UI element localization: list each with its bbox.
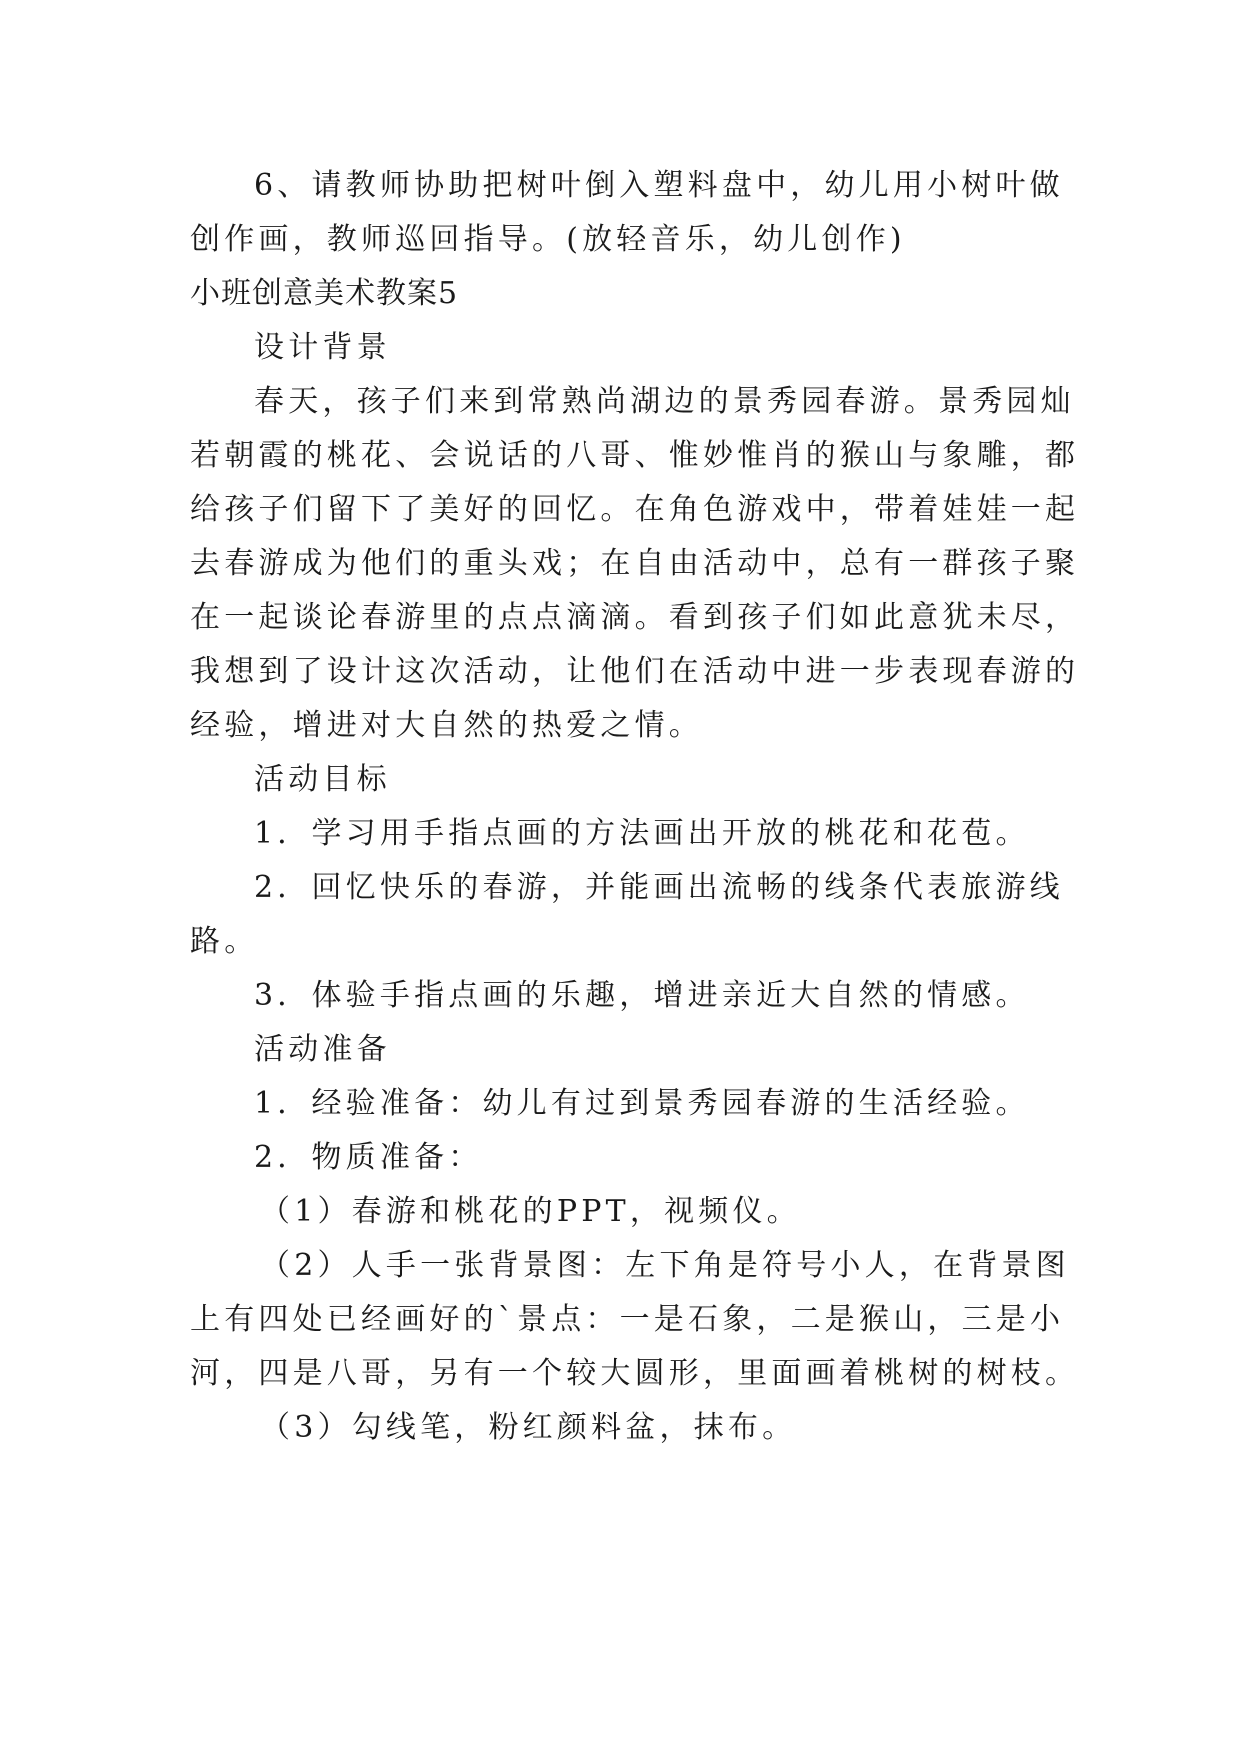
goal-item-3: 3．体验手指点画的乐趣，增进亲近大自然的情感。 bbox=[254, 978, 1030, 1013]
paragraph-background-line2: 若朝霞的桃花、会说话的八哥、惟妙惟肖的猴山与象雕，都 bbox=[190, 438, 1080, 473]
paragraph-background-line4: 去春游成为他们的重头戏；在自由活动中，总有一群孩子聚 bbox=[190, 546, 1080, 581]
section-title: 小班创意美术教案5 bbox=[190, 276, 459, 311]
prep-item-2: 2．物质准备： bbox=[254, 1140, 483, 1175]
paragraph-background-line3: 给孩子们留下了美好的回忆。在角色游戏中，带着娃娃一起 bbox=[190, 492, 1080, 527]
prep-subitem-2-line3: 河，四是八哥，另有一个较大圆形，里面画着桃树的树枝。 bbox=[190, 1356, 1080, 1391]
heading-activity-preparation: 活动准备 bbox=[254, 1032, 391, 1067]
heading-design-background: 设计背景 bbox=[254, 330, 391, 365]
paragraph-background-line5: 在一起谈论春游里的点点滴滴。看到孩子们如此意犹未尽， bbox=[190, 600, 1080, 635]
paragraph-background-line7: 经验，增进对大自然的热爱之情。 bbox=[190, 708, 703, 743]
prep-item-1: 1．经验准备：幼儿有过到景秀园春游的生活经验。 bbox=[254, 1086, 1030, 1121]
prep-subitem-1: （1）春游和桃花的PPT，视频仪。 bbox=[260, 1194, 801, 1229]
paragraph-step6-line2: 创作画，教师巡回指导。(放轻音乐，幼儿创作) bbox=[190, 222, 906, 257]
prep-subitem-2-line2: 上有四处已经画好的`景点：一是石象，二是猴山，三是小 bbox=[190, 1302, 1065, 1337]
heading-activity-goals: 活动目标 bbox=[254, 762, 391, 797]
paragraph-background-line6: 我想到了设计这次活动，让他们在活动中进一步表现春游的 bbox=[190, 654, 1080, 689]
paragraph-background-line1: 春天，孩子们来到常熟尚湖边的景秀园春游。景秀园灿 bbox=[254, 384, 1075, 419]
goal-item-2-line1: 2．回忆快乐的春游，并能画出流畅的线条代表旅游线 bbox=[254, 870, 1064, 905]
goal-item-1: 1．学习用手指点画的方法画出开放的桃花和花苞。 bbox=[254, 816, 1030, 851]
prep-subitem-2-line1: （2）人手一张背景图：左下角是符号小人，在背景图 bbox=[260, 1248, 1070, 1283]
paragraph-step6-line1: 6、请教师协助把树叶倒入塑料盘中，幼儿用小树叶做 bbox=[254, 168, 1064, 203]
prep-subitem-3: （3）勾线笔，粉红颜料盆，抹布。 bbox=[260, 1410, 797, 1445]
goal-item-2-line2: 路。 bbox=[190, 924, 259, 959]
